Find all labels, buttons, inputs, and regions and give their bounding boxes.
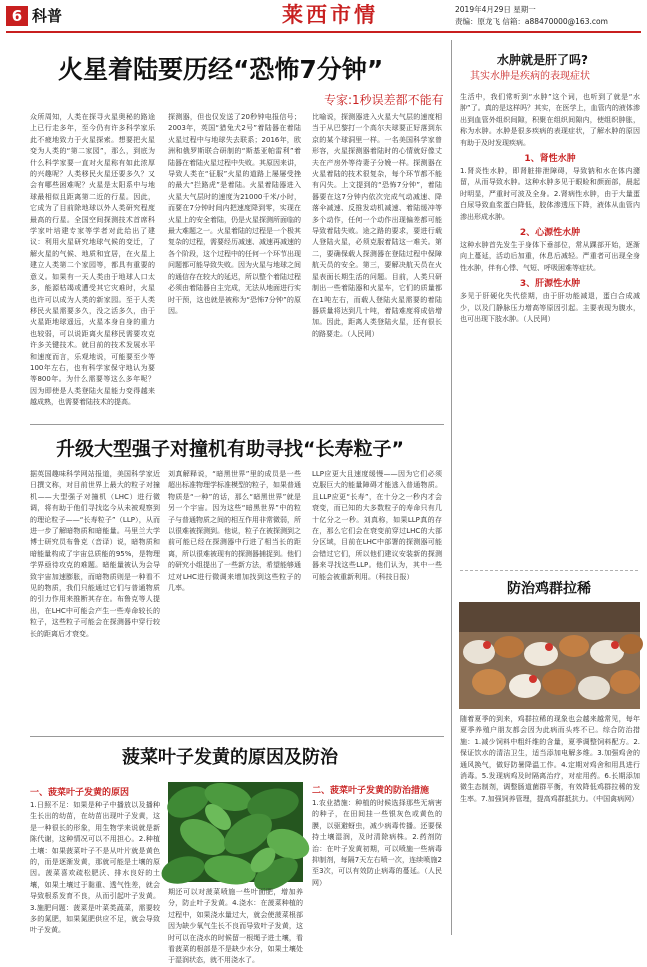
collider-column-3: LLP应更大且速度缓慢——因为它们必须克服巨大的能量障碍才能逃入普通物质。且LLP应更“长寿”，在十分之一秒内才会衰变，而已知的大多数粒子的寿命只有几十亿分之一秒。刘真称，如果LLP真的存在，那么它们会在衰变前穿过LHC的大部分区域，目前在LHC中部署的探测器可能会错过它们，所以他们建议安装新的探测器来寻找这些LLP。他们认为，其中一些可能会被重新利用。（科技日报）	[312, 470, 442, 581]
issue-date: 2019年4月29日 星期一	[455, 5, 536, 14]
right-column-divider	[451, 40, 452, 935]
swelling-subheading-2: 2、心源性水肿	[519, 228, 581, 239]
chicken-title: 防治鸡群拉稀	[507, 581, 591, 597]
collider-title: 升级大型强子对撞机有助寻找“长寿粒子”	[56, 438, 404, 460]
swelling-subheading-1: 1、肾性水肿	[524, 154, 576, 165]
chicken-flock-image	[459, 602, 640, 709]
spinach-text-3: 1.农业措施：种植的时候选择那些无病害的种子，在田间挂一些银灰色或黄色的膜，以驱避蚜虫，减少病毒传播。还要保持土壤湿润，及时清除病株。2.药剂防治：在叶子发黄初期，可以喷施一些病毒抑制剂，每隔7天左右喷一次，连续喷施2至3次，可以有效防止病毒的蔓延。（人民网）	[312, 799, 442, 887]
masthead-rule	[6, 31, 641, 33]
page-number-badge	[6, 6, 28, 26]
spinach-leaves-image	[168, 782, 303, 882]
chicken-body: 随着夏季的到来，鸡群拉稀的现象也会越来越常见，每年夏季养殖户朋友都会因为此病而头疼不已。综合防治措施：1.减少饲料中粗纤维的含量，夏季调整饲料配方。2.保证饮水的清洁卫生，适当添加电解多维。3.加强鸡舍的通风换气，做好防暑降温工作。4.定期对鸡舍和用具进行消毒。5.发现病鸡及时隔离治疗，对症用药。6.长期添加微生态制剂，调整肠道菌群平衡，有效降低鸡群拉稀的发生率。7.加强饲养管理，提高鸡群抵抗力。（中国禽病网）	[460, 715, 640, 803]
swelling-intro: 生活中，我们常听到“水肿”这个词，也听到了就是“水肿”了。真的是这样吗？其实，在医学上，血管内的液体渗出到血管外组织间隙，积聚在组织间隙内，使组织肿胀，称为水肿。水肿是很多疾病的表现症状，了解水肿的原因有助于及时发现疾病。	[460, 93, 640, 147]
swelling-subheading-3: 3、肝源性水肿	[519, 279, 581, 290]
page-number: 6	[11, 7, 23, 25]
swelling-title: 水肿就是肝了吗?	[497, 53, 588, 67]
collider-column-1: 据英国趣味科学网站报道，美国科学家近日撰文称，对目前世界上最大的粒子对撞机——大型强子对撞机（LHC）进行微调，将有助于他们寻找迄今从未被观察到的理论粒子——“长寿粒子”（LLP），从而进一步了解暗物质和暗能量。马里兰大学博士研究员布鲁克（音译）说，暗物质和暗能量构成了宇宙总质能的95%，是物理学界亟待攻克的难题。暗能量被认为会导致宇宙加速膨胀，而暗物质则是一种看不见的物质，我们只能通过它们与普通物质的引力作用来推断其存在。布鲁克等人提出，在LHC中可能会产生一些寿命较长的粒子，这些粒子可能会在探测器中穿行较长的距离后才衰变。	[30, 470, 160, 638]
swelling-body	[460, 92, 640, 560]
section-name: 科普	[32, 7, 63, 25]
paper-name: 莱西市情	[282, 2, 378, 27]
swelling-subtitle: 其实水肿是疾病的表现症状	[470, 71, 590, 82]
mars-column-1: 众所周知，人类在探寻火星奥秘的路途上已行走多年，至今仍有许多科学家乐此不疲地致力于火星探索。想要把火星变为人类的“第二家园”，那么，到底为什么科学家要一直对火星称有如此浓厚的兴趣呢？人类移民火星还要多久？又会有哪些困难呢？火星是太阳系中与地球最相似且距离第二近的行星。因此，它成为了目前除地球以外人类研究程度最高的行星。全国空间探测技术首席科学家叶培建专家等学者对此给出了建议：利用火星研究地球气候的变迁，了解火星的气候、地质和宜居，在火星上建立人类第二个家园等，都具有重要的意义。如果有一天人类由于地球人口太多，能源枯竭或遭受其它灾难时，火星也许可以成为人类的新家园。至于人类移民火星需要多久，没之活多久，由于火星距地球遥远，火星本身自身的重力也较弱，可以说距离火星移民需要攻克许多关键技术。就目前的技术发展水平和速度而言，乐观地说，可能要至少等100年左右，也有科学家保守地认为要等800年。为什么需要等这么多年呢？因为即使是人类登陆火星能力变得越来越成熟，也需要着陆技术的提高。	[30, 113, 155, 407]
mars-column-3: 比喻说，探测器进入火星大气层的速度相当于从巴黎打一个高尔夫球要正好落到东京的某个球洞里一样。一名美国科学家曾形容，火星探测器着陆时的心情就好像丈夫在产房外等待妻子分娩一样。探测器在火星着陆的技术很复杂，每个环节都不能有闪失。上文提到的“恐怖7分钟”，着陆器要在这7分钟内依次完成气动减速、降落伞减速、反推发动机减速、着陆缓冲等多个动作，任何一个动作出现偏差都可能导致着陆失败。途之路的要求，要进行载人登陆火星，必须克服着陆这一难关。第二，要确保载人探测器在登陆过程中保障航天员的安全。第三，要解决航天员在火星表面长期生活的问题。目前，人类只研制出一些着陆器和火星车，它们的质量都在1吨左右，而载人登陆火星需要的着陆器质量将达到几十吨，着陆难度将成倍增加。因此，距离人类登陆火星，还有很长的路要走。（人民网）	[312, 113, 442, 338]
collider-column-2: 刘真解释说，“暗黑世界”里的成员是一些超出标准物理学标准模型的粒子，如果普通物质是“一种”的话，那么“暗黑世界”就是另一个宇宙。因为这些“暗黑世界”中的粒子与普通物质之间的相互作用非常微弱，所以很难被探测到。他说，粒子在被探测到之前可能已经在探测器中行进了相当长的距离，所以很难被现有的探测器捕捉到。他们的研究小组提出了一些新方法，希望能够通过对LHC进行微调来增加找到这些粒子的几率。	[168, 470, 301, 593]
spinach-column-1	[30, 783, 160, 938]
mars-title: 火星着陆要历经“恐怖7分钟”	[58, 55, 384, 84]
swelling-text-1: 1.肾炎性水肿，即肾脏排泄障碍，导致钠和水在体内潴留，从而导致水肿。这种水肿多见于眼睑和颜面部，晨起时明显，严重时可波及全身。2.肾病性水肿，由于大量蛋白尿导致血浆蛋白降低，胶体渗透压下降，液体从血管内渗出形成水肿。	[460, 167, 640, 221]
spinach-photo	[168, 782, 303, 882]
mars-column-2: 探测器，但也仅发送了20秒钟电报信号；2003年，英国“猎兔犬2号”着陆器在着陆火星过程中与地球失去联系；2016年，欧洲和俄罗斯联合研制的“斯基亚帕雷利”着陆器在着陆火星过程中失败。其原因来讲，导致人类在“征服”火星的道路上屡屡受挫的最大“拦路虎”是着陆。火星着陆器进入火星大气层时的速度为21000千米/小时，而要在7分钟时间内把速度降到零，实现在火星上的安全着陆，仍是火星探测所面临的最大难题之一。火星着陆的过程是一个极其复杂的过程，需要经历减速、减速再减速的各个阶段，这个过程中的任何一个环节出现问题都可能导致失败。因为火星与地球之间的通信存在较大的延迟，所以整个着陆过程必须由着陆器自主完成，无法从地面进行实时干预，这也就是被称为“恐怖7分钟”的原因。	[168, 113, 301, 315]
spinach-subheading-1: 一、菠菜叶子发黄的原因	[30, 788, 130, 798]
spinach-title: 菠菜叶子发黄的原因及防治	[122, 747, 338, 768]
editor-info: 责编：原龙飞 信箱：a88470000@163.com	[455, 17, 608, 26]
swelling-text-2: 这种水肿首先发生于身体下垂部位，常从踝部开始，逐渐向上蔓延，活动后加重，休息后减轻。严重者可出现全身性水肿，伴有心悸、气短、呼吸困难等症状。	[460, 241, 640, 272]
collider-bottom-rule	[30, 736, 444, 737]
spinach-subheading-2: 二、菠菜叶子发黄的防治措施	[312, 786, 430, 796]
spinach-text-1: 1.日照不足：如果是种子中播放以及播种生长出的幼苗，在幼苗出现叶子发黄，这是一种很长的形象，用生物学来说就是新陈代谢，这种情况可以不用担心。2.种植土壤：如果菠菜叶子不是从叶片就是黄色的，而是逐渐发黄，那就可能是土壤的原因。菠菜喜欢疏松肥沃、排水良好的土壤，如果土壤过于黏重、透气性差，就会导致根系发育不良，从而引起叶子发黄。3.施肥问题：菠菜是叶菜类蔬菜，需要较多的氮肥，如果氮肥供应不足，就会导致叶子发黄。	[30, 801, 160, 935]
mars-bottom-rule	[30, 424, 444, 425]
spinach-column-2: 期还可以对菠菜喷施一些叶面肥，增加养分，防止叶子发黄。4.浇水：在菠菜种植的过程中，如果浇水量过大，就会使菠菜根部因为缺少氧气生长不良而导致叶子发黄，这时可以在浇水的时候留一根绳子进土壤，看看菠菜的根部是不是缺少水分，如果土壤处于湿润状态，就不用浇水了。	[168, 888, 303, 965]
swelling-text-3: 多见于肝硬化失代偿期，由于肝功能减退，蛋白合成减少，以及门静脉压力增高等原因引起。主要表现为腹水，也可出现下肢水肿。（人民网）	[460, 292, 640, 324]
spinach-column-3	[312, 781, 442, 939]
chicken-photo	[459, 602, 640, 709]
swelling-bottom-dash	[460, 570, 638, 571]
mars-subtitle: 专家:1秒误差都不能有	[324, 93, 444, 107]
